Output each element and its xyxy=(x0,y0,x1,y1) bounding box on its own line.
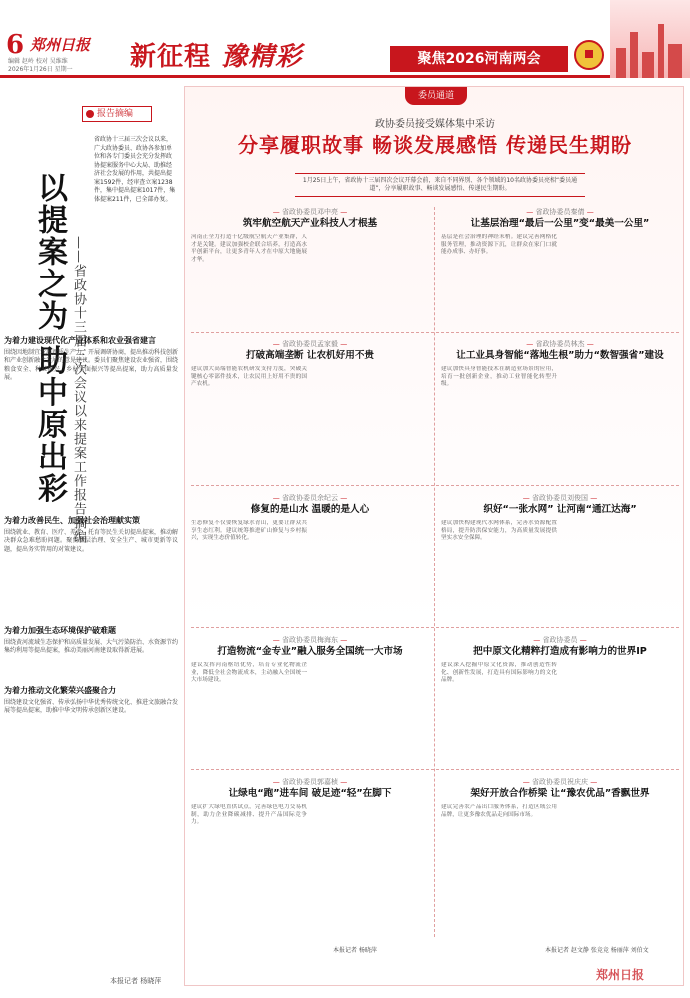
interview-article xyxy=(441,493,679,623)
interview-article xyxy=(441,207,679,327)
interview-article xyxy=(191,207,429,327)
article-kicker: 政协委员接受媒体集中采访 xyxy=(375,119,495,130)
member-name: — 省政协委员余纪云 — xyxy=(191,493,429,503)
report-section xyxy=(4,336,178,383)
report-section-heading: 为着力加强生态环境保护破难题 xyxy=(4,626,116,635)
page-number: 6 xyxy=(6,30,25,60)
section-tag: 报告摘编 xyxy=(82,106,152,122)
article-intro: 1月25日上午，省政协十三届四次会议开幕会前，来自不同界别、各个领域的10名政协委员亮相“委员通道”，分享履职故事、畅谈发展感悟、传递民生期盼。 xyxy=(295,173,585,197)
city-skyline-icon xyxy=(610,0,690,78)
member-name: — 省政协委员祝庆庆 — xyxy=(441,777,679,787)
member-name: — 省政协委员孟家毅 — xyxy=(191,339,429,349)
report-author: 本报记者 杨晓萍 xyxy=(110,977,162,985)
interview-article xyxy=(441,339,679,479)
member-name: — 省政协委员刘俊国 — xyxy=(441,493,679,503)
report-section xyxy=(4,686,178,716)
interview-article xyxy=(191,339,429,479)
masthead-sublines xyxy=(8,58,73,74)
masthead-subline: 编辑 赵岭 校对 吴维维 xyxy=(8,58,68,65)
interview-body: 生态修复不仅要恢复绿水青山，更要让群众共享生态红利。建议统筹推进矿山修复与乡村振兴，实现生态价值转化。 xyxy=(191,520,307,542)
report-section xyxy=(4,626,178,656)
interview-title: 打破高端垄断 让农机好用不贵 xyxy=(245,350,375,361)
interview-article xyxy=(441,777,679,927)
masthead xyxy=(0,0,690,78)
banner-part1: 新征程 xyxy=(130,42,212,72)
paper-name: 郑州日报 xyxy=(30,36,91,54)
report-section xyxy=(4,516,178,554)
interview-title: 架好开放合作桥梁 让“豫农优品”香飘世界 xyxy=(470,788,650,799)
report-section-body: 围绕就业、教育、医疗、养老、托育等民生关切提出提案，推动解决群众急难愁盼问题。聚焦基层治理、安全生产、城市更新等议题，提出务实管用的对策建议。 xyxy=(4,529,179,553)
article-headline: 分享履职故事 畅谈发展感悟 传递民生期盼 xyxy=(238,133,632,157)
interview-body: 河南正全力打造千亿级航空航天产业集群，人才是关键。建议加强校企联合培养，打造高水平创新平台，让更多青年人才在中原大地施展才华。 xyxy=(191,234,307,263)
interview-body: 建议深入挖掘中原文化资源，推动创造性转化、创新性发展，打造具有国际影响力的文化品牌。 xyxy=(441,662,557,684)
report-section-heading: 为着力推动文化繁荣兴盛聚合力 xyxy=(4,686,116,695)
interview-body: 建议加大高端智能农机研发支持力度，突破关键核心零部件技术，让农民用上好用不贵的国产农机。 xyxy=(191,366,307,388)
member-name: — 省政协委员秦倩 — xyxy=(441,207,679,217)
report-section-body: 围绕建设文化强省、传承弘扬中华优秀传统文化、推进文旅融合发展等提出提案，助推中华文明传承创新区建设。 xyxy=(4,699,179,715)
report-section-body: 围绕因地制宜发展新质生产力，开展调研协商，提出推动科技创新和产业创新融合发展的意见建议。委员们聚焦建设农业强省，围绕粮食安全、种业振兴、乡村全面振兴等提出提案，助力高质量发展。 xyxy=(4,349,179,382)
interview-body: 建议完善农产品出口服务体系，打造区域公用品牌，让更多豫农优品走向国际市场。 xyxy=(441,804,557,818)
interview-title: 让基层治理“最后一公里”变“最美一公里” xyxy=(470,218,650,229)
masthead-subline: 2026年1月26日 星期一 xyxy=(8,66,73,73)
interview-article xyxy=(191,493,429,623)
report-subtitle: ——省政协十三届三次会议以来提案工作报告摘编 xyxy=(71,236,86,544)
interview-article xyxy=(191,777,429,927)
interview-title: 把中原文化精粹打造成有影响力的世界IP xyxy=(473,646,647,657)
report-intro: 省政协十三届三次会议以来，广大政协委员、政协各参加单位和各专门委员会充分发挥政协提案服务中心大局、助推经济社会发展的作用，共提出提案1592件，经审查立案1238件，集中提出提案1017件，集体提案211件，已全部办复。 xyxy=(94,136,176,203)
interview-title: 织好“一张水网” 让河南“通江达海” xyxy=(483,504,637,515)
credit-right: 本报记者 赵文静 张竞竞 杨丽萍 刘伯文 xyxy=(545,947,649,954)
paper-watermark: 郑州日报 xyxy=(596,968,645,982)
member-name: — 省政协委员郭嘉桢 — xyxy=(191,777,429,787)
report-summary-column xyxy=(0,86,180,986)
member-name: — 省政协委员邓中亮 — xyxy=(191,207,429,217)
banner-part2: 豫精彩 xyxy=(221,42,303,72)
interview-body: 基层是社会治理的神经末梢。建议完善网格化服务管理，推动资源下沉，让群众在家门口就能办成事、办好事。 xyxy=(441,234,557,256)
interview-title: 打造物流“金专业”融入服务全国统一大市场 xyxy=(217,646,403,657)
report-section-body: 围绕黄河流域生态保护和高质量发展、大气污染防治、水资源节约集约利用等提出提案，推动美丽河南建设取得新进展。 xyxy=(4,639,179,655)
credit-left: 本报记者 杨晓萍 xyxy=(333,947,377,954)
interview-body: 建议发挥河南枢纽优势，培育专业化物流企业，降低全社会物流成本，主动融入全国统一大市场建设。 xyxy=(191,662,307,684)
committee-channel-area xyxy=(184,86,684,986)
member-name: — 省政协委员林杰 — xyxy=(441,339,679,349)
interview-title: 筑牢航空航天产业科技人才根基 xyxy=(242,218,378,229)
interview-body: 建议扩大绿电直供试点，完善绿色电力交易机制，助力企业降碳减排、提升产品国际竞争力。 xyxy=(191,804,307,826)
interview-article xyxy=(191,635,429,765)
interview-title: 让绿电“跑”进车间 破足迹“轻”在脚下 xyxy=(228,788,392,799)
interview-body: 建议加快构建现代水网体系，完善水资源配置格局，提升防洪保安能力，为高质量发展提供坚实水安全保障。 xyxy=(441,520,557,542)
interview-body: 建议加快具身智能技术在制造业场景的应用，培育一批创新企业，推动工业智能化转型升级。 xyxy=(441,366,557,388)
report-section-heading: 为着力改善民生、加强社会治理献实策 xyxy=(4,516,140,525)
focus-label: 聚焦2026河南两会 xyxy=(390,46,568,72)
report-section-heading: 为着力建设现代化产业体系和农业强省建言 xyxy=(4,336,156,345)
interview-title: 让工业具身智能“落地生根”助力“数智强省”建设 xyxy=(456,350,664,361)
member-name: — 省政协委员 — xyxy=(441,635,679,645)
channel-badge: 委员通道 xyxy=(405,87,467,105)
interview-title: 修复的是山水 温暖的是人心 xyxy=(250,504,370,515)
member-name: — 省政协委员梅海东 — xyxy=(191,635,429,645)
report-title: 以提案之为 助中原出彩 xyxy=(32,172,67,505)
interview-article xyxy=(441,635,679,765)
page-banner xyxy=(130,36,302,73)
national-emblem-icon xyxy=(574,40,604,70)
